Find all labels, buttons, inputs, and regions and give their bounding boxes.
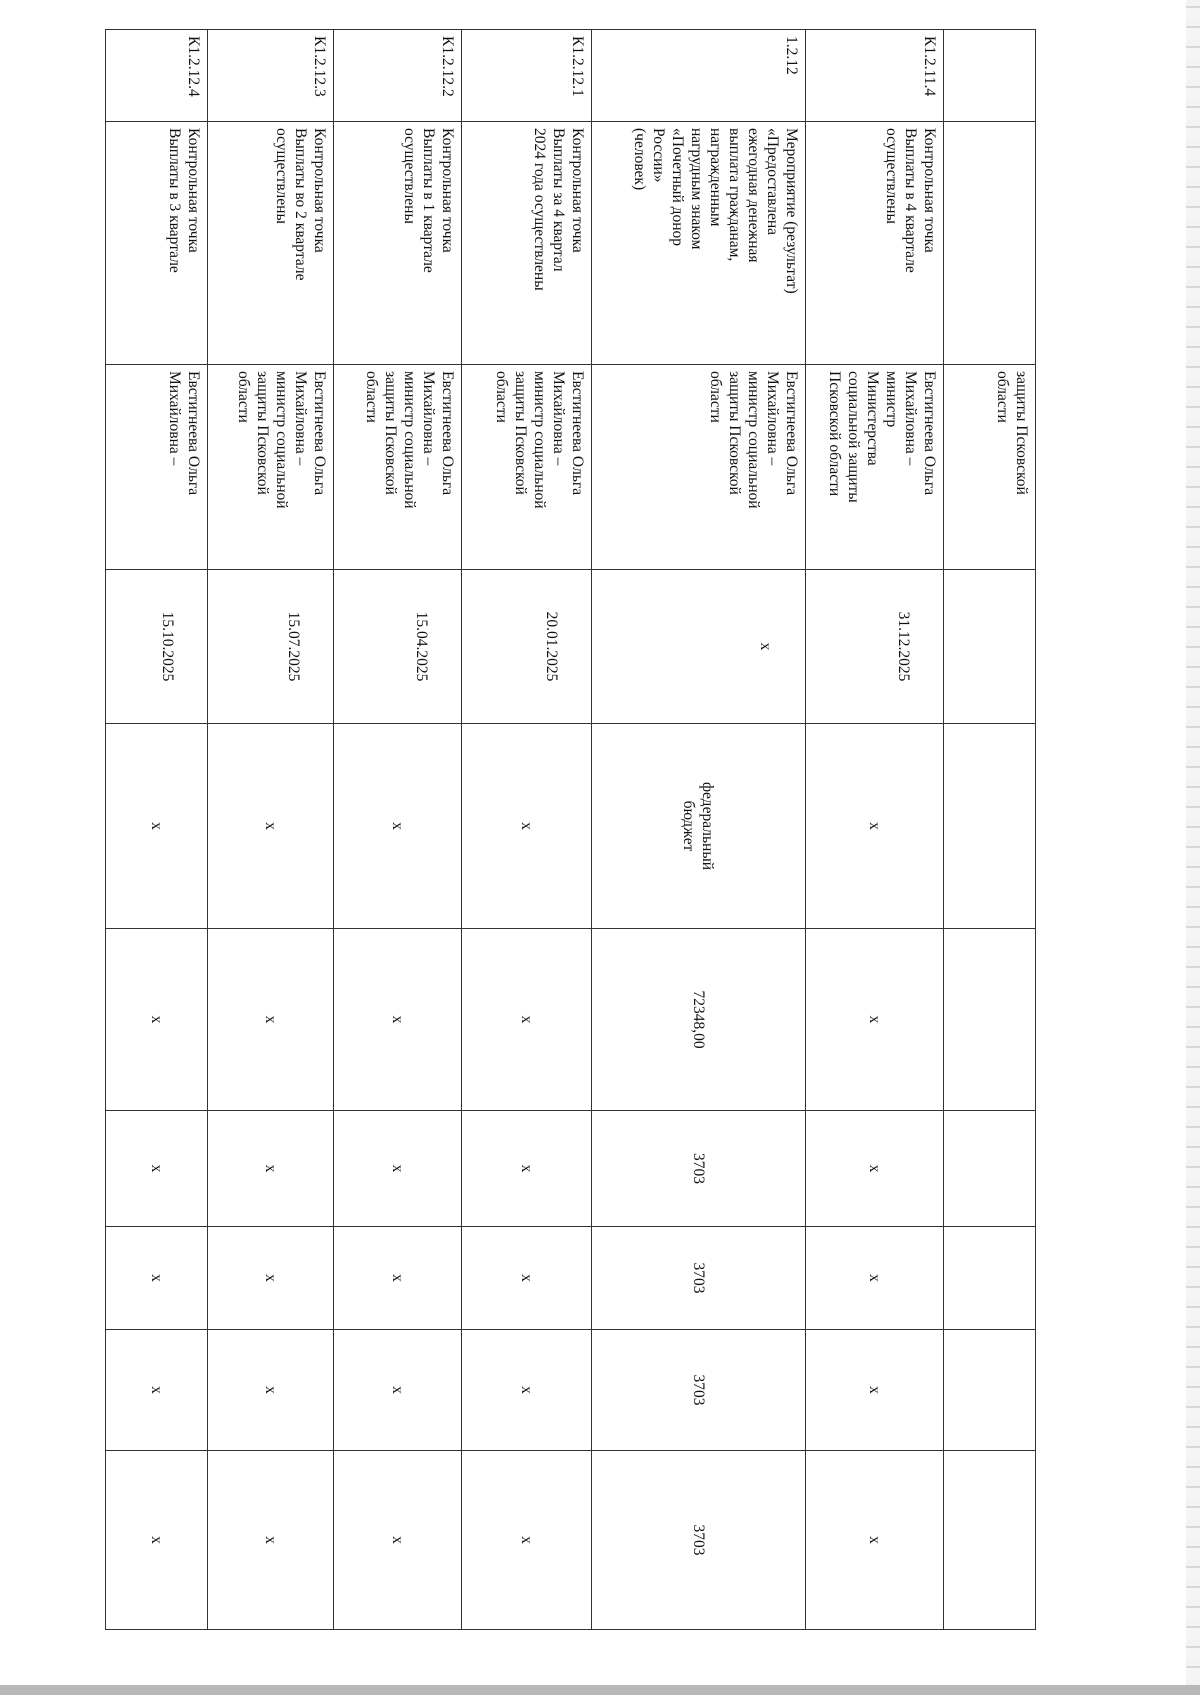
table-row xyxy=(944,30,1036,1630)
cell-value-3: х xyxy=(806,1330,944,1451)
cell-name: Контрольная точка Выплаты в 4 квартале осуществлены xyxy=(806,122,944,365)
scan-edge-artifact xyxy=(1186,0,1200,1695)
cell-number: К1.2.12.2 xyxy=(334,30,462,122)
cell-date: 31.12.2025 xyxy=(806,570,944,724)
cell-value-4: 3703 xyxy=(592,1451,806,1630)
cell-value-1 xyxy=(944,1111,1036,1227)
cell-source: федеральный бюджет xyxy=(592,724,806,929)
cell-responsible: защиты Псковской области xyxy=(944,365,1036,570)
cell-value-2: 3703 xyxy=(592,1227,806,1330)
table-row xyxy=(106,30,208,1630)
cell-number: К1.2.12.4 xyxy=(106,30,208,122)
cell-date: 15.10.2025 xyxy=(106,570,208,724)
cell-number xyxy=(944,30,1036,122)
cell-responsible: Евстигнеева Ольга Михайловна – министр социальной защиты Псковской области xyxy=(592,365,806,570)
cell-value-1: х xyxy=(208,1111,334,1227)
cell-value-1: 3703 xyxy=(592,1111,806,1227)
cell-number: 1.2.12 xyxy=(592,30,806,122)
cell-value-3: х xyxy=(208,1330,334,1451)
cell-responsible: Евстигнеева Ольга Михайловна – министр Министерства социальной защиты Псковской области xyxy=(806,365,944,570)
cell-value-4: х xyxy=(806,1451,944,1630)
table-row xyxy=(334,30,462,1630)
cell-date: 15.04.2025 xyxy=(334,570,462,724)
cell-date: 20.01.2025 xyxy=(462,570,592,724)
cell-value-4: х xyxy=(106,1451,208,1630)
cell-value-4: х xyxy=(208,1451,334,1630)
cell-amount: х xyxy=(106,929,208,1111)
cell-name: Контрольная точка Выплаты во 2 квартале осуществлены xyxy=(208,122,334,365)
cell-name: Контрольная точка Выплаты за 4 квартал 2024 года осуществлены xyxy=(462,122,592,365)
cell-name: Контрольная точка Выплаты в 1 квартале осуществлены xyxy=(334,122,462,365)
cell-amount: 72348,00 xyxy=(592,929,806,1111)
table-row xyxy=(462,30,592,1630)
cell-responsible: Евстигнеева Ольга Михайловна – министр социальной защиты Псковской области xyxy=(334,365,462,570)
scan-bottom-band xyxy=(0,1685,1200,1695)
cell-name: Контрольная точка Выплаты в 3 квартале xyxy=(106,122,208,365)
cell-value-1: х xyxy=(806,1111,944,1227)
cell-date xyxy=(944,570,1036,724)
cell-value-3: х xyxy=(334,1330,462,1451)
cell-responsible: Евстигнеева Ольга Михайловна – министр социальной защиты Псковской области xyxy=(208,365,334,570)
cell-number: К1.2.11.4 xyxy=(806,30,944,122)
cell-date: 15.07.2025 xyxy=(208,570,334,724)
cell-number: К1.2.12.3 xyxy=(208,30,334,122)
cell-value-2: х xyxy=(106,1227,208,1330)
cell-value-2: х xyxy=(462,1227,592,1330)
cell-amount: х xyxy=(208,929,334,1111)
cell-name xyxy=(944,122,1036,365)
cell-value-2: х xyxy=(806,1227,944,1330)
cell-date: х xyxy=(592,570,806,724)
table-row xyxy=(208,30,334,1630)
cell-name: Мероприятие (результат) «Предоставлена ежегодная денежная выплата гражданам, награжденным нагрудным знаком «Почетный донор России» (человек) xyxy=(592,122,806,365)
cell-value-2: х xyxy=(208,1227,334,1330)
cell-amount xyxy=(944,929,1036,1111)
cell-source: х xyxy=(208,724,334,929)
table-row xyxy=(806,30,944,1630)
cell-value-3: х xyxy=(462,1330,592,1451)
cell-amount: х xyxy=(806,929,944,1111)
cell-number: К1.2.12.1 xyxy=(462,30,592,122)
table-row xyxy=(592,30,806,1630)
cell-amount: х xyxy=(462,929,592,1111)
cell-source: х xyxy=(462,724,592,929)
cell-value-3: 3703 xyxy=(592,1330,806,1451)
cell-value-3 xyxy=(944,1330,1036,1451)
cell-value-4: х xyxy=(334,1451,462,1630)
cell-value-1: х xyxy=(334,1111,462,1227)
cell-value-4 xyxy=(944,1451,1036,1630)
cell-value-2: х xyxy=(334,1227,462,1330)
cell-value-1: х xyxy=(106,1111,208,1227)
cell-responsible: Евстигнеева Ольга Михайловна – xyxy=(106,365,208,570)
cell-value-3: х xyxy=(106,1330,208,1451)
cell-source xyxy=(944,724,1036,929)
rotated-table-wrapper xyxy=(106,29,1036,1629)
cell-value-2 xyxy=(944,1227,1036,1330)
cell-value-4: х xyxy=(462,1451,592,1630)
cell-amount: х xyxy=(334,929,462,1111)
cell-source: х xyxy=(106,724,208,929)
cell-source: х xyxy=(806,724,944,929)
cell-value-1: х xyxy=(462,1111,592,1227)
plan-table xyxy=(105,29,1036,1630)
cell-source: х xyxy=(334,724,462,929)
cell-responsible: Евстигнеева Ольга Михайловна – министр социальной защиты Псковской области xyxy=(462,365,592,570)
